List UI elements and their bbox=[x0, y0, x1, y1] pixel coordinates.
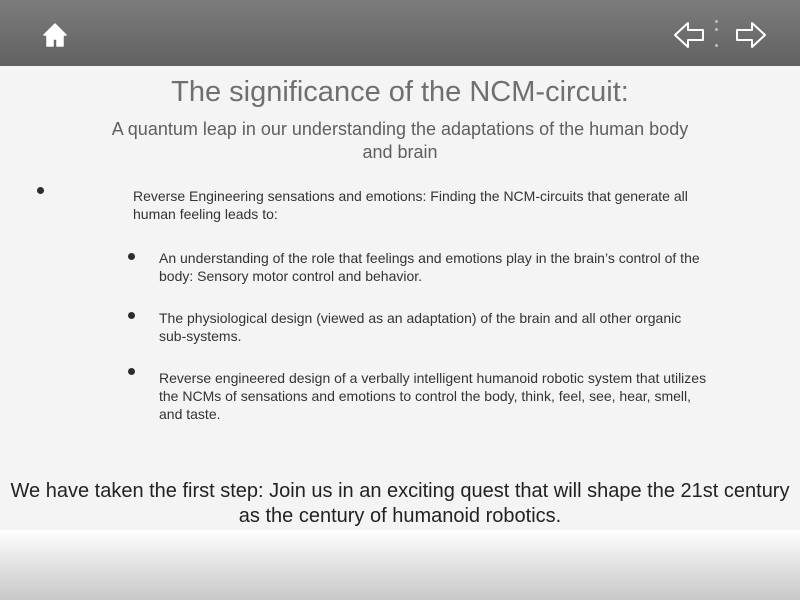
sub-bullet-item: Reverse engineered design of a verbally intelligent humanoid robotic system that utilizes the NCMs of sensations and emotions to control the body, think, feel, see, hear, smell, and taste. bbox=[159, 370, 707, 422]
slide-position-indicator bbox=[713, 16, 721, 56]
home-button[interactable] bbox=[40, 20, 70, 50]
slide-subtitle: A quantum leap in our understanding the adaptations of the human body and brain bbox=[111, 119, 689, 162]
sub-bullet-item: The physiological design (viewed as an adaptation) of the brain and all other organic sub-systems. bbox=[159, 310, 682, 344]
home-icon bbox=[40, 20, 70, 50]
sub-bullet-marker bbox=[128, 253, 135, 260]
footer-statement: We have taken the first step: Join us in an exciting quest that will shape the 21st century as the century of humanoid robotics. bbox=[10, 480, 790, 527]
top-toolbar bbox=[0, 0, 800, 66]
sub-bullet-item: An understanding of the role that feelings and emotions play in the brain’s control of the body: Sensory motor control and behavior. bbox=[159, 250, 700, 284]
bullet-item: Reverse Engineering sensations and emotions: Finding the NCM-circuits that generate all human feeling leads to: bbox=[133, 188, 688, 222]
next-slide-button[interactable] bbox=[734, 18, 768, 52]
sub-bullet-marker bbox=[128, 368, 135, 375]
slide-title: The significance of the NCM-circuit: bbox=[171, 76, 629, 108]
previous-slide-button[interactable] bbox=[672, 18, 706, 52]
bullet-marker bbox=[37, 187, 44, 194]
bottom-bar bbox=[0, 530, 800, 600]
arrow-right-icon bbox=[734, 18, 768, 52]
arrow-left-icon bbox=[672, 18, 706, 52]
sub-bullet-marker bbox=[128, 312, 135, 319]
